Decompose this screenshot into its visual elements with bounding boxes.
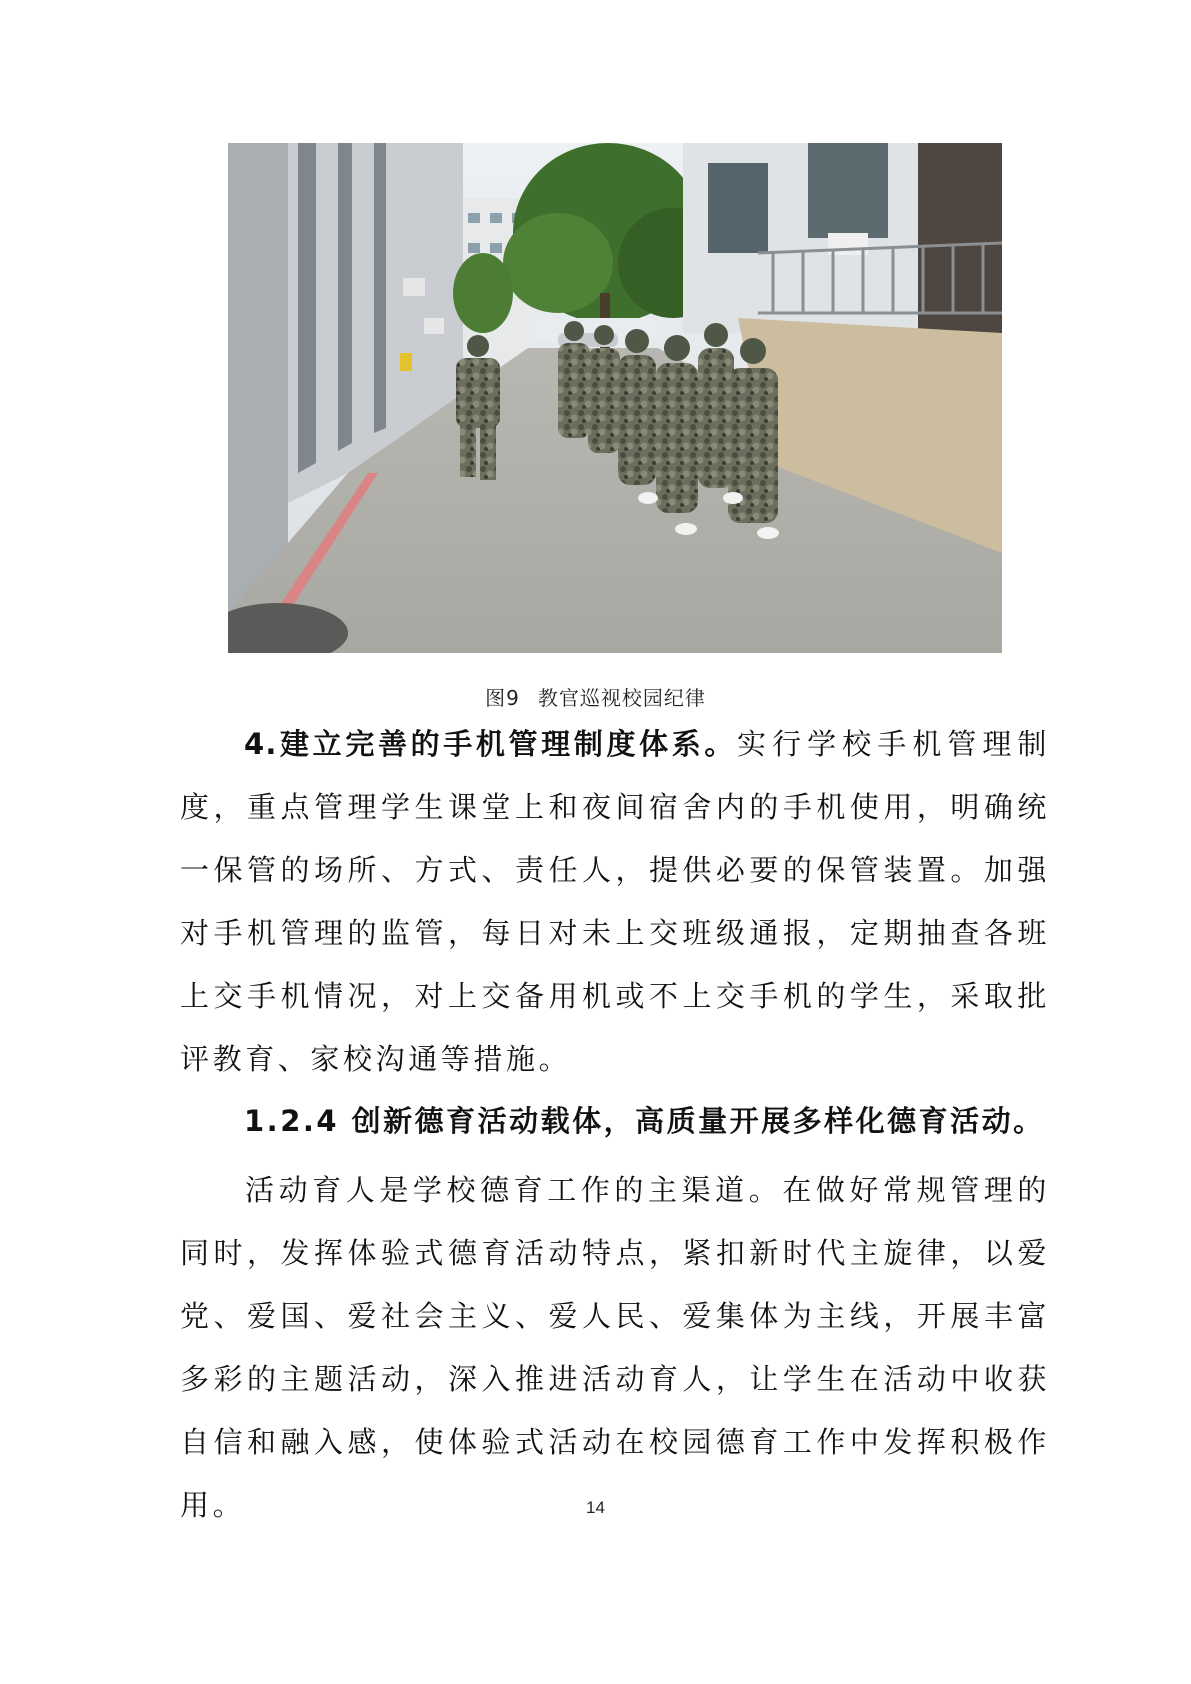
figure-caption-text: 教官巡视校园纪律 xyxy=(537,686,706,710)
paragraph-body: 活动育人是学校德育工作的主渠道。在做好常规管理的同时，发挥体验式德育活动特点，紧扣新时代主旋律，以爱党、爱国、爱社会主义、爱人民、爱集体为主线，开展丰富多彩的主题活动，深入推进活动育人，让学生在活动中收获自信和融入感，使体验式活动在校园德育工作中发挥积极作用。 xyxy=(180,1173,1050,1522)
photo-illustration xyxy=(228,143,1002,653)
paragraph-phone-management xyxy=(180,713,1050,1091)
figure-number: 图9 xyxy=(485,686,520,710)
paragraph-lead-bold: 4.建立完善的手机管理制度体系。 xyxy=(244,727,738,761)
subsection-heading: 1.2.4 创新德育活动载体，高质量开展多样化德育活动。 xyxy=(244,1104,1045,1138)
figure-caption xyxy=(0,682,1191,711)
page-number: 14 xyxy=(586,1498,605,1517)
figure-photo-instructors-patrolling xyxy=(228,143,1002,653)
paragraph-activity-education xyxy=(180,1159,1050,1537)
paragraph-body: 实行学校手机管理制度，重点管理学生课堂上和夜间宿舍内的手机使用，明确统一保管的场所、方式、责任人，提供必要的保管装置。加强对手机管理的监管，每日对未上交班级通报，定期抽查各班上交手机情况，对上交备用机或不上交手机的学生，采取批评教育、家校沟通等措施。 xyxy=(180,727,1050,1076)
